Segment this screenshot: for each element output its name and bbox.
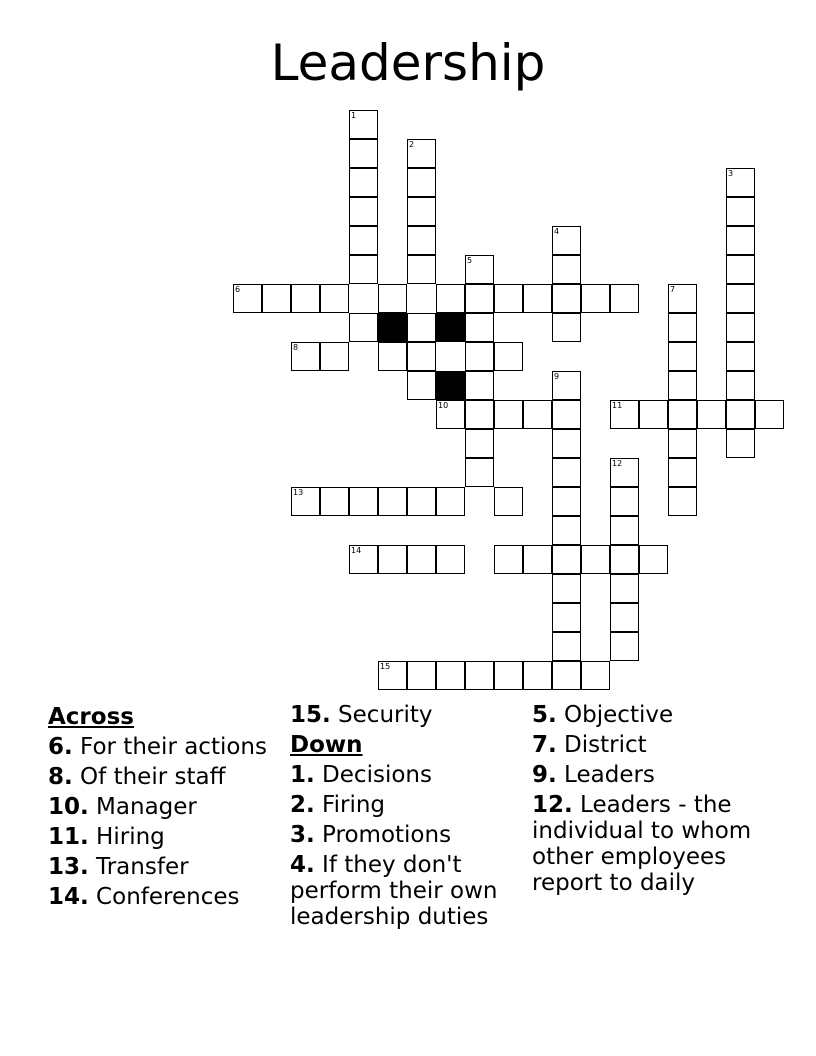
crossword-cell[interactable]: [552, 487, 581, 516]
clue-number: 12: [612, 459, 623, 468]
clue-item: [290, 762, 525, 788]
crossword-cell[interactable]: [639, 400, 668, 429]
crossword-cell[interactable]: [349, 226, 378, 255]
crossword-cell[interactable]: [378, 487, 407, 516]
crossword-cell[interactable]: [291, 342, 320, 371]
clue-number-label: 11.: [48, 824, 89, 850]
crossword-cell[interactable]: [349, 487, 378, 516]
clue-number-label: 15.: [290, 702, 331, 728]
crossword-cell[interactable]: [726, 197, 755, 226]
clue-column-2: [290, 702, 525, 934]
clue-text: Transfer: [88, 854, 189, 880]
crossword-cell[interactable]: [349, 313, 378, 342]
clue-text: For their actions: [72, 734, 267, 760]
crossword-cell[interactable]: [523, 284, 552, 313]
crossword-cell[interactable]: [668, 371, 697, 400]
clue-number: 14: [351, 546, 362, 555]
crossword-cell[interactable]: [349, 168, 378, 197]
clue-item: [290, 822, 525, 848]
crossword-cell[interactable]: [494, 342, 523, 371]
crossword-cell[interactable]: [581, 661, 610, 690]
down-clue-list-cont: [532, 702, 792, 896]
crossword-cell[interactable]: [349, 255, 378, 284]
black-square: [378, 313, 407, 342]
clue-text: Hiring: [88, 824, 165, 850]
crossword-cell[interactable]: [349, 545, 378, 574]
crossword-cell[interactable]: [407, 661, 436, 690]
crossword-cell[interactable]: [349, 110, 378, 139]
clue-number: 13: [293, 488, 304, 497]
clue-item: [290, 792, 525, 818]
crossword-cell[interactable]: [755, 400, 784, 429]
crossword-cell[interactable]: [552, 516, 581, 545]
crossword-cell[interactable]: [552, 313, 581, 342]
crossword-cell[interactable]: [378, 342, 407, 371]
crossword-cell[interactable]: [552, 255, 581, 284]
clue-item: [48, 764, 283, 790]
clue-number-label: 7.: [532, 732, 557, 758]
clue-number-label: 12.: [532, 792, 573, 818]
crossword-cell[interactable]: [552, 632, 581, 661]
crossword-cell[interactable]: [697, 400, 726, 429]
crossword-cell[interactable]: [668, 313, 697, 342]
clue-number-label: 13.: [48, 854, 89, 880]
clue-item: [48, 854, 283, 880]
crossword-cell[interactable]: [610, 284, 639, 313]
crossword-cell[interactable]: [610, 603, 639, 632]
crossword-cell[interactable]: [523, 545, 552, 574]
crossword-cell[interactable]: [552, 458, 581, 487]
clue-number-label: 14.: [48, 884, 89, 910]
clue-item: [532, 732, 792, 758]
crossword-cell[interactable]: [494, 400, 523, 429]
crossword-cell[interactable]: [378, 284, 407, 313]
crossword-cell[interactable]: [726, 284, 755, 313]
crossword-cell[interactable]: [726, 400, 755, 429]
crossword-cell[interactable]: [523, 661, 552, 690]
clue-number: 8: [293, 343, 299, 352]
crossword-cell[interactable]: [465, 342, 494, 371]
clue-item: [290, 852, 525, 930]
crossword-cell[interactable]: [349, 197, 378, 226]
crossword-cell[interactable]: [726, 226, 755, 255]
clue-text: Leaders: [556, 762, 655, 788]
crossword-cell[interactable]: [262, 284, 291, 313]
crossword-cell[interactable]: [668, 400, 697, 429]
clue-item: [290, 702, 525, 728]
clue-number-label: 4.: [290, 852, 315, 878]
crossword-cell[interactable]: [465, 661, 494, 690]
crossword-cell[interactable]: [320, 342, 349, 371]
crossword-cell[interactable]: [378, 545, 407, 574]
clue-number: 15: [380, 662, 391, 671]
clue-item: [48, 824, 283, 850]
crossword-cell[interactable]: [552, 661, 581, 690]
clue-item: [48, 884, 283, 910]
crossword-cell[interactable]: [349, 139, 378, 168]
puzzle-title: Leadership: [270, 34, 546, 92]
clue-number: 3: [728, 169, 734, 178]
down-clue-list: [290, 762, 525, 930]
crossword-cell[interactable]: [465, 429, 494, 458]
clue-text: Of their staff: [72, 764, 226, 790]
crossword-cell[interactable]: [436, 661, 465, 690]
clue-number: 11: [612, 401, 623, 410]
crossword-cell[interactable]: [465, 284, 494, 313]
clue-number-label: 2.: [290, 792, 315, 818]
crossword-cell[interactable]: [320, 487, 349, 516]
crossword-cell[interactable]: [407, 255, 436, 284]
crossword-cell[interactable]: [610, 400, 639, 429]
across-clue-list: [48, 734, 283, 910]
crossword-cell[interactable]: [610, 516, 639, 545]
crossword-cell[interactable]: [407, 139, 436, 168]
clue-item: [532, 792, 792, 896]
crossword-cell[interactable]: [233, 284, 262, 313]
crossword-cell[interactable]: [552, 400, 581, 429]
clue-text: Firing: [314, 792, 386, 818]
clue-text: District: [556, 732, 647, 758]
crossword-cell[interactable]: [407, 545, 436, 574]
crossword-cell[interactable]: [407, 313, 436, 342]
clue-text: Conferences: [88, 884, 240, 910]
crossword-cell[interactable]: [523, 400, 552, 429]
crossword-cell[interactable]: [465, 458, 494, 487]
clue-number: 9: [554, 372, 560, 381]
across-clue-list-cont: [290, 702, 525, 728]
crossword-cell[interactable]: [465, 371, 494, 400]
clue-number: 10: [438, 401, 449, 410]
clue-number-label: 10.: [48, 794, 89, 820]
crossword-cell[interactable]: [552, 226, 581, 255]
clue-item: [48, 794, 283, 820]
crossword-cell[interactable]: [494, 661, 523, 690]
crossword-cell[interactable]: [407, 197, 436, 226]
clue-text: Decisions: [314, 762, 432, 788]
clue-item: [532, 702, 792, 728]
crossword-cell[interactable]: [436, 487, 465, 516]
crossword-cell[interactable]: [407, 342, 436, 371]
crossword-cell[interactable]: [610, 632, 639, 661]
clue-number: 2: [409, 140, 415, 149]
clue-text: If they don't perform their own leadership duties: [290, 852, 498, 930]
crossword-cell[interactable]: [465, 255, 494, 284]
crossword-cell[interactable]: [436, 545, 465, 574]
crossword-cell[interactable]: [668, 458, 697, 487]
crossword-cell[interactable]: [639, 545, 668, 574]
crossword-cell[interactable]: [320, 284, 349, 313]
crossword-cell[interactable]: [668, 429, 697, 458]
crossword-cell[interactable]: [726, 371, 755, 400]
crossword-cell[interactable]: [552, 371, 581, 400]
clue-number-label: 6.: [48, 734, 73, 760]
crossword-cell[interactable]: [291, 284, 320, 313]
crossword-cell[interactable]: [610, 545, 639, 574]
clue-text: Promotions: [314, 822, 452, 848]
black-square: [436, 313, 465, 342]
crossword-cell[interactable]: [668, 284, 697, 313]
crossword-cell[interactable]: [726, 168, 755, 197]
crossword-cell[interactable]: [552, 574, 581, 603]
crossword-cell[interactable]: [436, 284, 465, 313]
clue-number: 1: [351, 111, 357, 120]
crossword-cell[interactable]: [494, 284, 523, 313]
clue-number: 6: [235, 285, 241, 294]
crossword-cell[interactable]: [610, 487, 639, 516]
clue-text: Security: [330, 702, 433, 728]
crossword-cell[interactable]: [581, 284, 610, 313]
clue-item: [532, 762, 792, 788]
clue-text: Leaders - the individual to whom other employees report to daily: [532, 792, 752, 896]
crossword-cell[interactable]: [407, 168, 436, 197]
crossword-cell[interactable]: [291, 487, 320, 516]
clue-number: 4: [554, 227, 560, 236]
crossword-cell[interactable]: [726, 255, 755, 284]
crossword-cell[interactable]: [407, 226, 436, 255]
crossword-cell[interactable]: [610, 458, 639, 487]
crossword-cell[interactable]: [378, 661, 407, 690]
crossword-cell[interactable]: [581, 545, 610, 574]
clue-number-label: 9.: [532, 762, 557, 788]
crossword-cell[interactable]: [552, 545, 581, 574]
down-heading: Down: [290, 732, 363, 758]
crossword-cell[interactable]: [610, 574, 639, 603]
crossword-cell[interactable]: [465, 400, 494, 429]
crossword-cell[interactable]: [552, 284, 581, 313]
crossword-cell[interactable]: [407, 487, 436, 516]
black-square: [436, 371, 465, 400]
crossword-cell[interactable]: [668, 342, 697, 371]
clue-number-label: 5.: [532, 702, 557, 728]
crossword-cell[interactable]: [668, 487, 697, 516]
crossword-cell[interactable]: [726, 429, 755, 458]
clue-text: Manager: [88, 794, 197, 820]
clue-text: Objective: [556, 702, 674, 728]
crossword-cell[interactable]: [494, 487, 523, 516]
clue-number-label: 3.: [290, 822, 315, 848]
crossword-cell[interactable]: [726, 342, 755, 371]
clue-column-1: [48, 702, 283, 914]
crossword-cell[interactable]: [494, 545, 523, 574]
across-heading: Across: [48, 704, 134, 730]
clue-column-3: [532, 702, 792, 900]
clue-item: [48, 734, 283, 760]
crossword-cell[interactable]: [726, 313, 755, 342]
crossword-cell[interactable]: [407, 371, 436, 400]
clue-number: 5: [467, 256, 473, 265]
crossword-cell[interactable]: [552, 429, 581, 458]
crossword-cell[interactable]: [465, 313, 494, 342]
clue-number: 7: [670, 285, 676, 294]
clue-number-label: 1.: [290, 762, 315, 788]
crossword-cell[interactable]: [552, 603, 581, 632]
crossword-cell[interactable]: [436, 400, 465, 429]
clue-number-label: 8.: [48, 764, 73, 790]
